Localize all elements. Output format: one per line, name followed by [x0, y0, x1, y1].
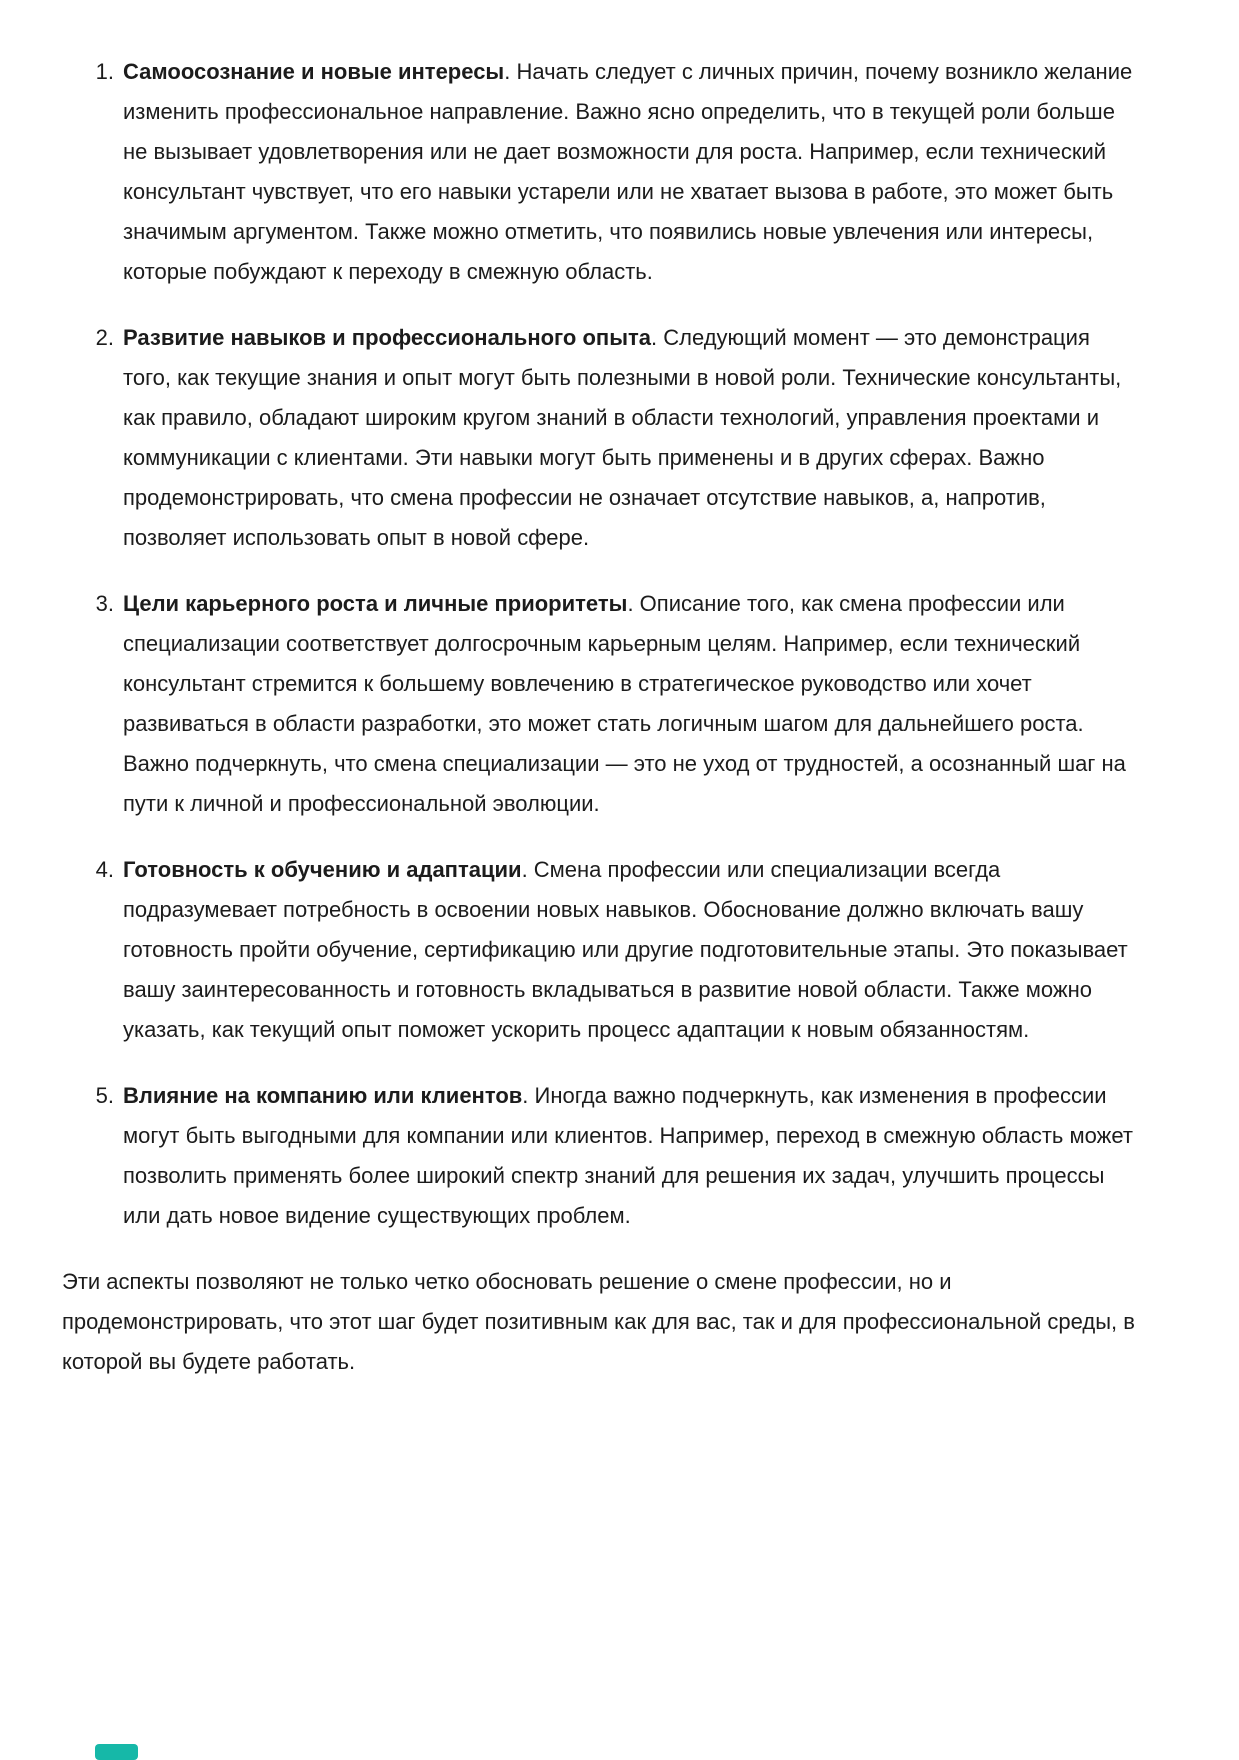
- list-item-text: . Смена профессии или специализации всегда подразумевает потребность в освоении новых навыков. Обоснование должно включать вашу готовность пройти обучение, сертификацию или другие подготовительные этапы. Это показывает вашу заинтересованность и готовность вкладываться в развитие новой области. Также можно указать, как текущий опыт поможет ускорить процесс адаптации к новым обязанностям.: [123, 857, 1128, 1042]
- list-item-number: 4.: [95, 857, 114, 882]
- closing-paragraph: Эти аспекты позволяют не только четко обосновать решение о смене профессии, но и продемонстрировать, что этот шаг будет позитивным как для вас, так и для профессиональной среды, в которой вы будете работать.: [62, 1269, 1135, 1374]
- list-item: [95, 1076, 1140, 1236]
- numbered-list: [62, 52, 1140, 1236]
- list-item-title: Влияние на компанию или клиентов: [123, 1083, 523, 1108]
- list-item: [95, 52, 1140, 292]
- list-item-title: Развитие навыков и профессионального опыта: [123, 325, 651, 350]
- list-item: [95, 850, 1140, 1050]
- list-item-title: Готовность к обучению и адаптации: [123, 857, 522, 882]
- list-item-text: . Начать следует с личных причин, почему возникло желание изменить профессиональное направление. Важно ясно определить, что в текущей роли больше не вызывает удовлетворения или не дает возможности для роста. Например, если технический консультант чувствует, что его навыки устарели или не хватает вызова в работе, это может быть значимым аргументом. Также можно отметить, что появились новые увлечения или интересы, которые побуждают к переходу в смежную область.: [123, 59, 1133, 284]
- list-item-text: . Следующий момент — это демонстрация того, как текущие знания и опыт могут быть полезными в новой роли. Технические консультанты, как правило, обладают широким кругом знаний в области технологий, управления проектами и коммуникации с клиентами. Эти навыки могут быть применены и в других сферах. Важно продемонстрировать, что смена профессии не означает отсутствие навыков, а, напротив, позволяет использовать опыт в новой сфере.: [123, 325, 1122, 550]
- list-item: [95, 584, 1140, 824]
- list-item: [95, 318, 1140, 558]
- list-item-number: 1.: [95, 59, 114, 84]
- list-item-number: 5.: [95, 1083, 114, 1108]
- list-item-number: 3.: [95, 591, 114, 616]
- list-item-text: . Иногда важно подчеркнуть, как изменения в профессии могут быть выгодными для компании или клиентов. Например, переход в смежную область может позволить применять более широкий спектр знаний для решения их задач, улучшить процессы или дать новое видение существующих проблем.: [123, 1083, 1133, 1228]
- list-item-text: . Описание того, как смена профессии или специализации соответствует долгосрочным карьерным целям. Например, если технический консультант стремится к большему вовлечению в стратегическое руководство или хочет развиваться в области разработки, это может стать логичным шагом для дальнейшего роста. Важно подчеркнуть, что смена специализации — это не уход от трудностей, а осознанный шаг на пути к личной и профессиональной эволюции.: [123, 591, 1126, 816]
- document-body: [62, 52, 1140, 1382]
- list-item-number: 2.: [95, 325, 114, 350]
- partial-teal-element: [95, 1744, 138, 1760]
- list-item-title: Цели карьерного роста и личные приоритеты: [123, 591, 628, 616]
- list-item-title: Самоосознание и новые интересы: [123, 59, 505, 84]
